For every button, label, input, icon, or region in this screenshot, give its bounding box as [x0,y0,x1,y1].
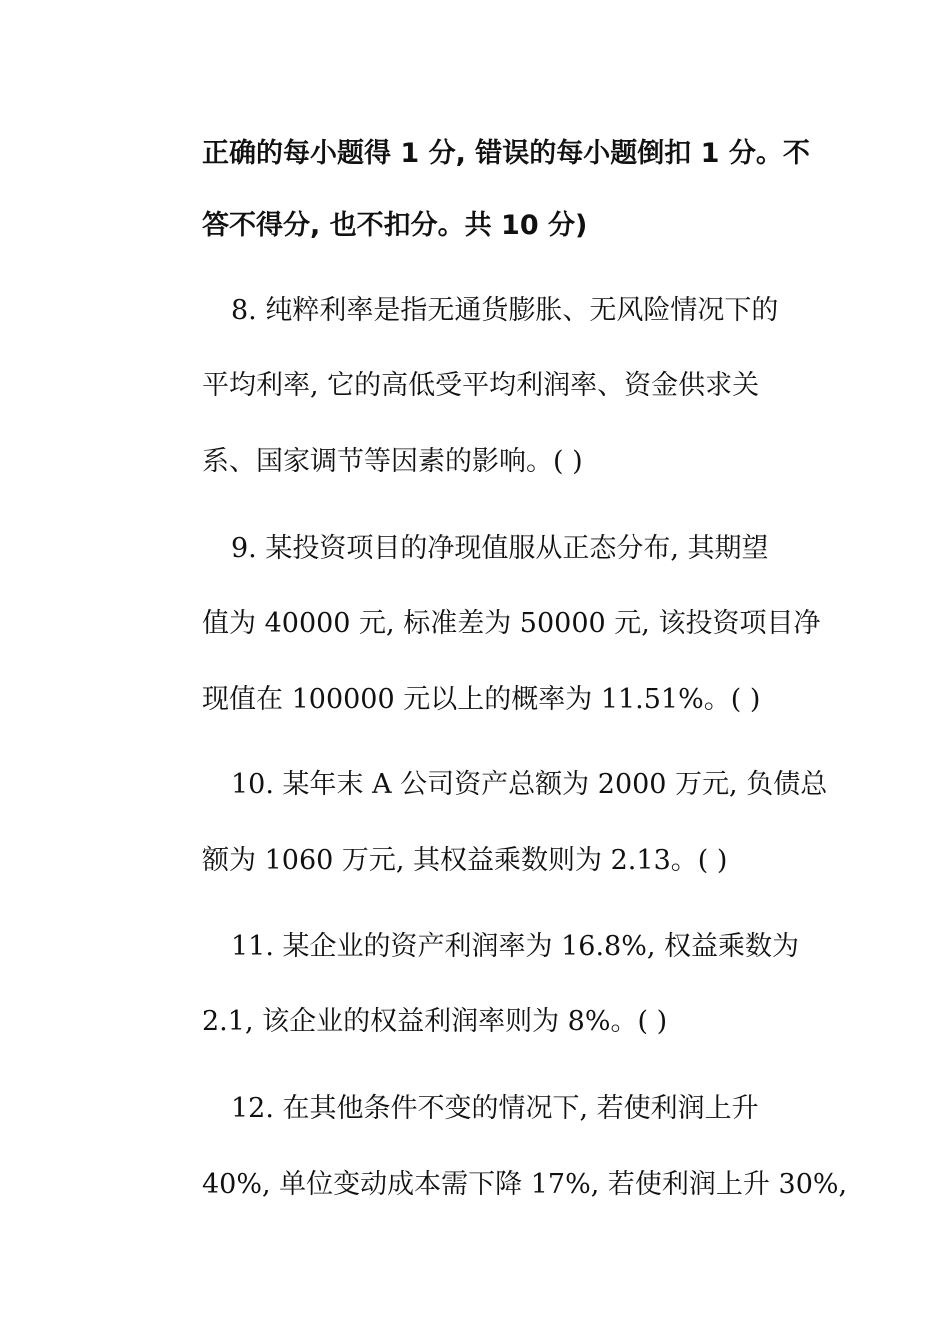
question-9-line-3: 现值在 100000 元以上的概率为 11.51%。( ) [202,684,761,715]
question-12-line-2: 40%, 单位变动成本需下降 17%, 若使利润上升 30%, [202,1169,848,1200]
question-10-line-2: 额为 1060 万元, 其权益乘数则为 2.13。( ) [202,845,728,876]
question-11-line-1: 11. 某企业的资产利润率为 16.8%, 权益乘数为 [231,931,800,962]
question-9-line-1: 9. 某投资项目的净现值服从正态分布, 其期望 [231,533,769,564]
question-8-line-1: 8. 纯粹利率是指无通货膨胀、无风险情况下的 [231,295,779,326]
question-8-line-3: 系、国家调节等因素的影响。( ) [202,446,583,477]
instruction-line-2: 答不得分, 也不扣分。共 10 分) [202,210,588,241]
question-9-line-2: 值为 40000 元, 标准差为 50000 元, 该投资项目净 [202,608,821,639]
instruction-line-1: 正确的每小题得 1 分, 错误的每小题倒扣 1 分。不 [202,138,810,169]
question-8-line-2: 平均利率, 它的高低受平均利润率、资金供求关 [202,370,760,401]
question-10-line-1: 10. 某年末 A 公司资产总额为 2000 万元, 负债总 [231,769,828,800]
question-12-line-1: 12. 在其他条件不变的情况下, 若使利润上升 [231,1093,759,1124]
question-11-line-2: 2.1, 该企业的权益利润率则为 8%。( ) [202,1006,668,1037]
